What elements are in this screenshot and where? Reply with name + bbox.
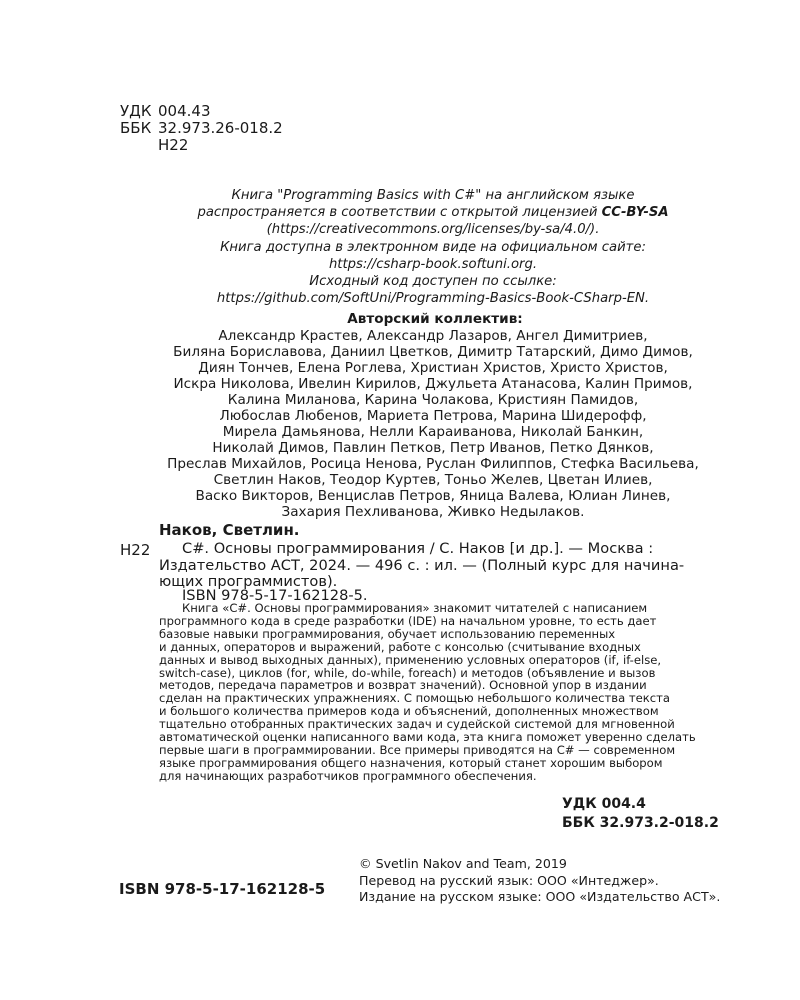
authors-line: Мирела Дамьянова, Нелли Караиванова, Николай Банкин, (222, 424, 644, 440)
license-line: Книга доступна в электронном виде на официальном сайте: (220, 239, 646, 255)
bibliography-title-line: C#. Основы программирования / С. Наков [и др.]. — Москва : (182, 540, 654, 557)
abstract-line: и данных, операторов и выражений, работе с консолью (считывание входных (159, 639, 641, 654)
abstract-line: и большого количества примеров кода и объяснений, дополненных множеством (159, 704, 659, 719)
bibliography-isbn: ISBN 978-5-17-162128-5. (182, 587, 368, 604)
authors-heading: Авторский коллектив: (347, 311, 523, 327)
license-line: распространяется в соответствии с открытой лицензией CC-BY-SA (197, 205, 669, 221)
authors-line: Биляна Бориславова, Даниил Цветков, Димитр Татарский, Димо Димов, (173, 344, 693, 360)
authors-line: Светлин Наков, Теодор Куртев, Тоньо Желев, Цветан Илиев, (213, 472, 653, 488)
classification-block (120, 103, 283, 154)
bibliography-title-line: ющих программистов). (159, 573, 338, 590)
abstract (159, 602, 719, 783)
copyright-line: © Svetlin Nakov and Team, 2019 (359, 856, 567, 871)
authors-line: Преслав Михайлов, Росица Ненова, Руслан Филиппов, Стефка Васильева, (167, 456, 699, 472)
authors-line: Васко Викторов, Венцислав Петров, Яница Валева, Юлиан Линев, (195, 488, 671, 504)
abstract-line: switch-case), циклов (for, while, do-while, foreach) и методов (объявление и вызов (159, 665, 656, 680)
bbk-row (120, 120, 283, 137)
udk-value: 004.43 (158, 102, 211, 120)
license-line: Книга "Programming Basics with C#" на английском языке (231, 188, 635, 203)
abstract-line: Книга «C#. Основы программирования» знакомит читателей с написанием (182, 601, 648, 615)
authors-line: Александр Крастев, Александр Лазаров, Ангел Димитриев, (218, 328, 648, 344)
authors-line: Николай Димов, Павлин Петков, Петр Иванов, Петко Дянков, (212, 440, 654, 456)
bottom-bbk: ББК 32.973.2-018.2 (562, 815, 719, 831)
license-notice (0, 187, 800, 307)
authors-line: Искра Николова, Ивелин Кирилов, Джульета Атанасова, Калин Примов, (173, 376, 693, 392)
edition-line: Издание на русском языке: ООО «Издательство АСТ». (359, 889, 721, 904)
isbn: ISBN 978-5-17-162128-5 (119, 880, 326, 898)
abstract-line: программного кода в среде разработки (IDE) на начальном уровне, то есть дает (159, 613, 657, 628)
authors-line: Любослав Любенов, Мариета Петрова, Марина Шидерофф, (219, 408, 647, 424)
bibliography-heading: Наков, Светлин. (159, 521, 300, 539)
abstract-line: данных и вывод выходных данных), применению условных операторов (if, if-else, (159, 652, 662, 667)
authors-line: Калина Миланова, Карина Чолакова, Кристиян Памидов, (227, 392, 639, 408)
source-code-url: https://github.com/SoftUni/Programming-Basics-Book-CSharp-EN. (216, 291, 650, 307)
abstract-line: базовые навыки программирования, обучает использованию переменных (159, 626, 616, 641)
bibliography-mark: Н22 (120, 541, 151, 559)
translation-line: Перевод на русский язык: ООО «Интеджер». (359, 872, 659, 888)
abstract-line: тщательно отобранных практических задач и судейской системой для мгновенной (159, 717, 675, 732)
abstract-line: для начинающих разработчиков программного обеспечения. (159, 768, 537, 783)
authors-line: Захария Пехливанова, Живко Недылаков. (281, 504, 585, 520)
copyright-block (359, 856, 720, 906)
bottom-classification (562, 795, 719, 833)
license-name: CC-BY-SA (601, 205, 669, 221)
bbk-value: 32.973.26-018.2 (158, 119, 283, 137)
bibliography-title-line: Издательство АСТ, 2024. — 496 с. : ил. — (Полный курс для начина- (159, 557, 685, 574)
license-url: (https://creativecommons.org/licenses/by-sa/4.0/). (266, 222, 600, 238)
author-mark: Н22 (158, 136, 189, 154)
bottom-udk: УДК 004.4 (562, 796, 646, 812)
abstract-line: автоматической оценки написанного вами кода, эта книга поможет уверенно сделать (159, 730, 696, 745)
author-mark-row (120, 137, 283, 154)
bbk-label: ББК (120, 119, 152, 137)
abstract-line: сделан на практических упражнениях. С помощью небольшого количества текста (159, 691, 670, 706)
abstract-line: первые шаги в программировании. Все примеры приводятся на C# — современном (159, 742, 676, 757)
license-line: Исходный код доступен по ссылке: (309, 274, 557, 290)
udk-label: УДК (120, 102, 152, 120)
authors-line: Диян Тончев, Елена Роглева, Христиан Христов, Христо Христов, (198, 360, 668, 376)
book-site-url: https://csharp-book.softuni.org. (328, 256, 538, 272)
authors-list (0, 328, 800, 520)
udk-row (120, 103, 283, 120)
abstract-line: языке программирования общего назначения, который станет хорошим выбором (159, 755, 663, 770)
abstract-line: методов, передача параметров и возврат значений). Основной упор в издании (159, 678, 647, 693)
